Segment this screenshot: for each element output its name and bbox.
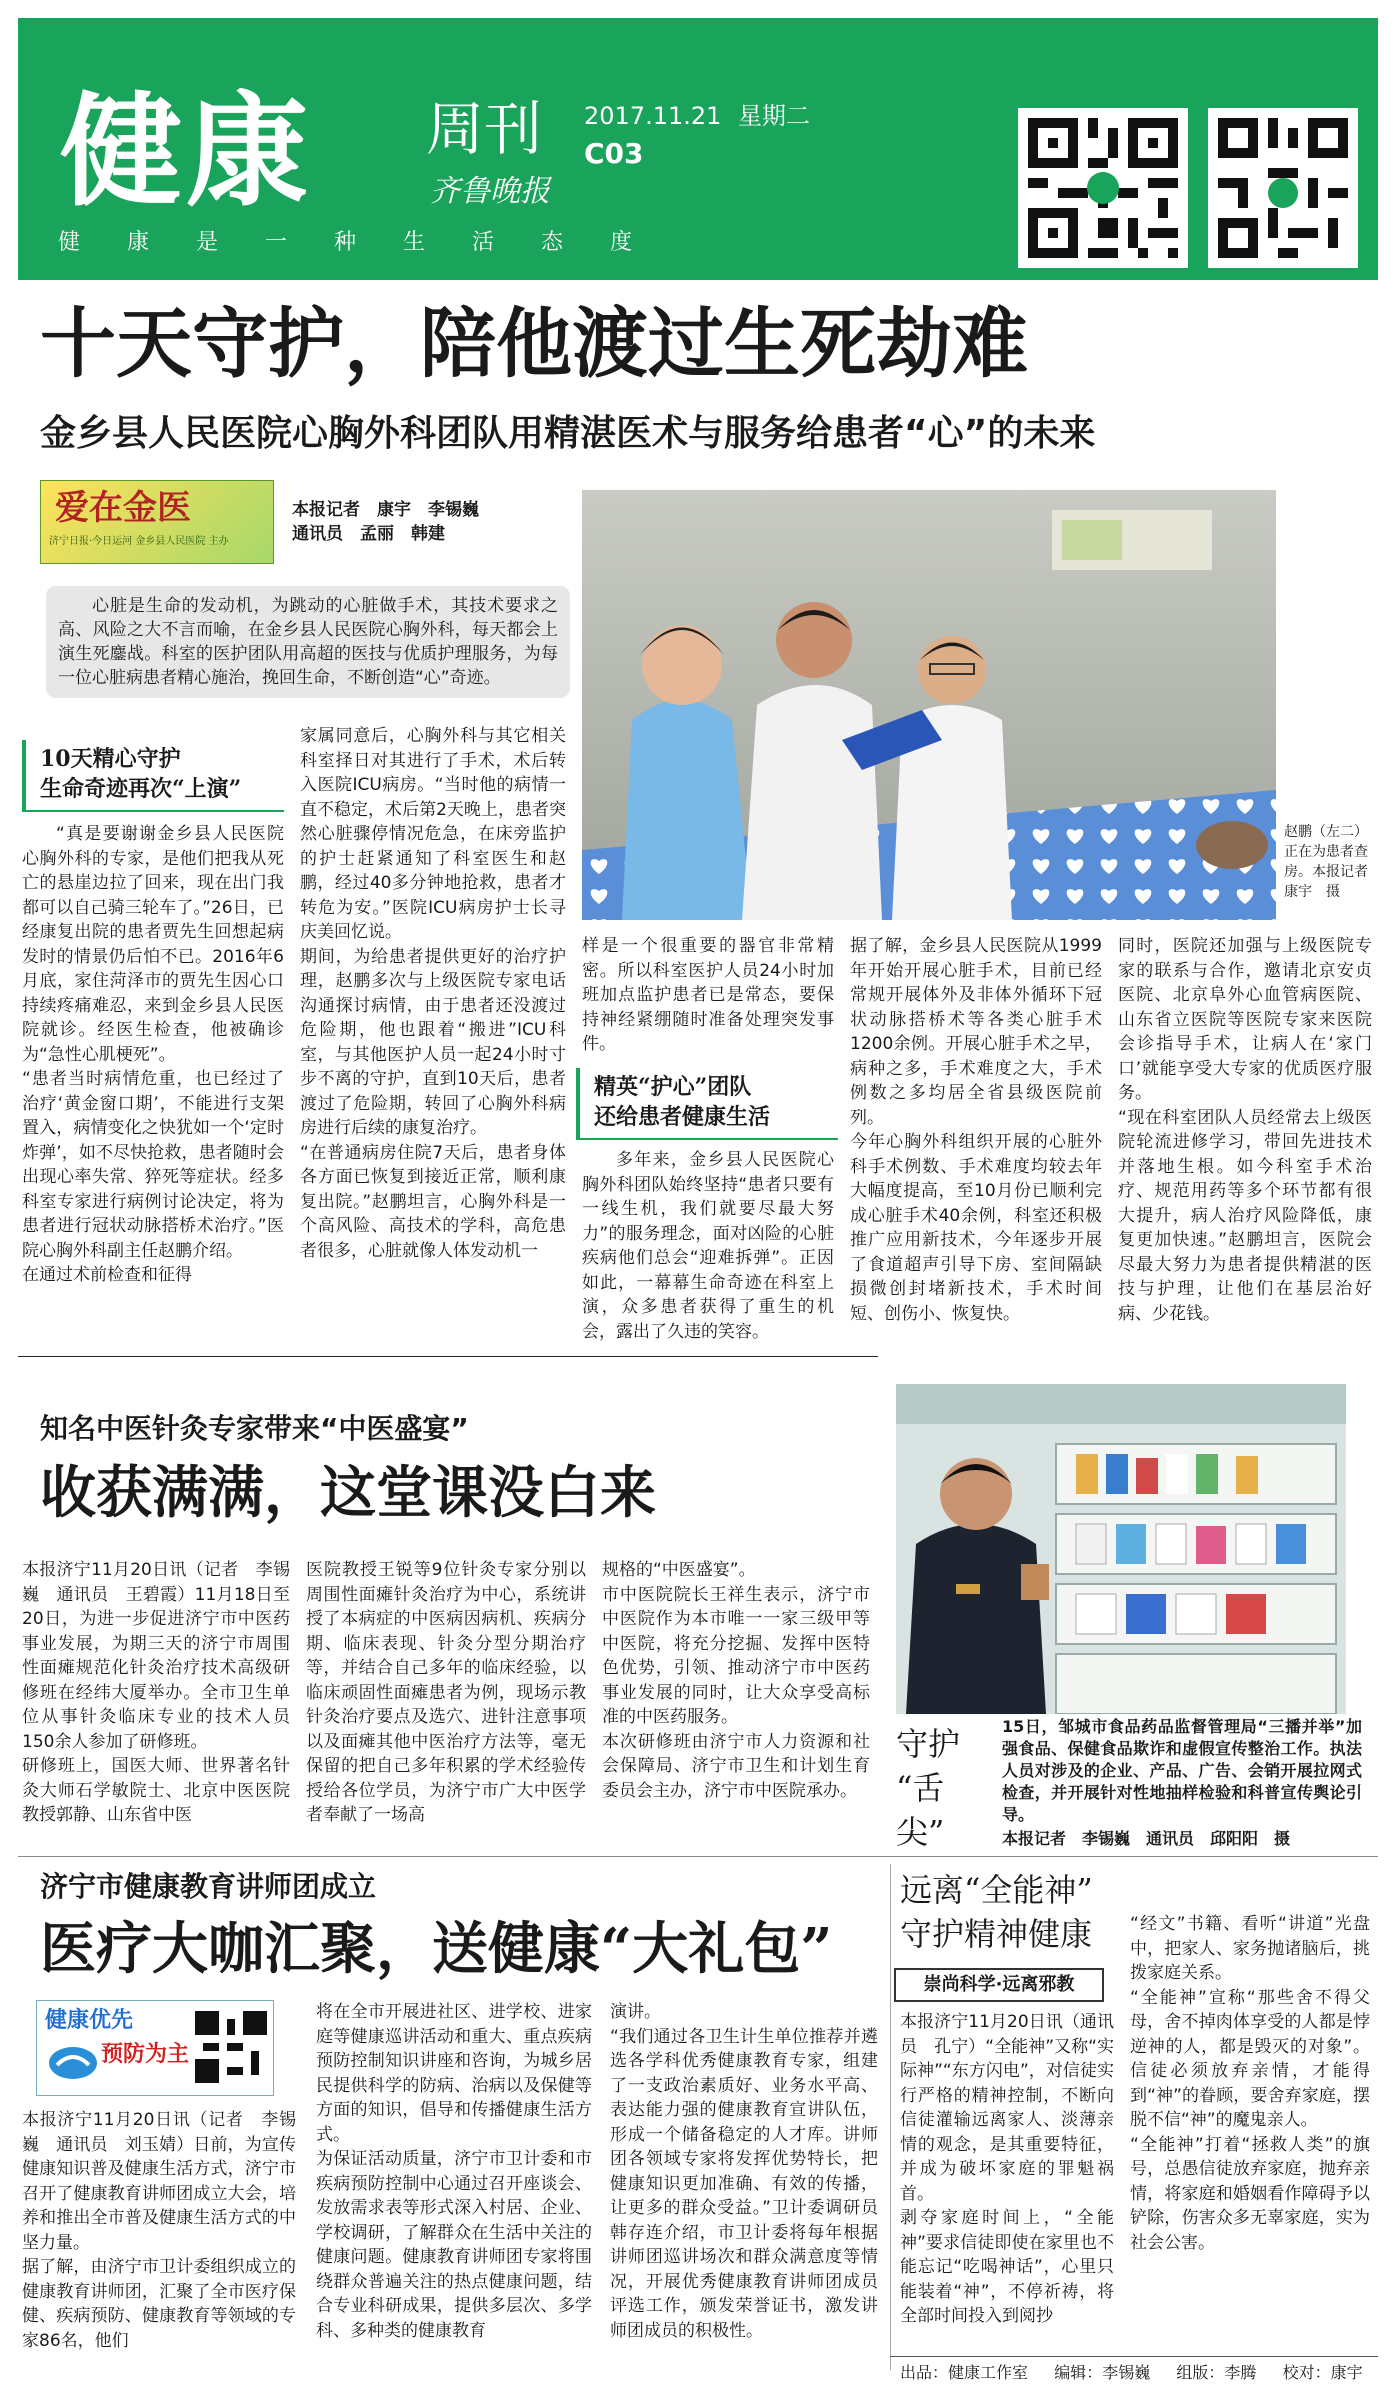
byline-correspondent: 通讯员 孟丽 韩建 [292,524,445,544]
story2-column-2-text: 医院教授王锐等9位针灸专家分别以周围性面瘫针灸治疗为中心，系统讲授了本病症的中医病因病机、疾病分期、临床表现、针灸分型分期治疗等，并结合自己多年的临床经验，以临床顽固性面瘫患者为例，现场示教针灸治疗要点及选穴、进针注意事项以及面瘫其他中医治疗方法等，毫无保留的把自己多年积累的学术经验传授给各位学员，为济宁市广大中医学者奉献了一场高 [306,1560,586,1825]
story2-column-3-text: 规格的“中医盛宴”。 市中医院院长王祥生表示，济宁市中医院作为本市唯一一家三级甲等中医院，将充分挖掘、发挥中医特色优势，引领、推动济宁市中医药事业发展的同时，让大众享受高标准的中医药服务。 本次研修班由济宁市人力资源和社会保障局、济宁市卫生和计划生育委员会主办，济宁市中医院承办。 [602,1560,870,1801]
column-logo-sub: 济宁日报·今日运河 金乡县人民医院 主办 [49,536,229,547]
masthead [18,18,1378,280]
story3-column-2 [316,2000,592,2370]
story2-column-3 [602,1558,870,1878]
byline-reporter: 本报记者 康宇 李锡巍 [292,500,479,520]
story1-column-2-text: 家属同意后，心胸外科与其它相关科室择日对其进行了手术，术后转入医院ICU病房。“当时他的病情一直不稳定，术后第2天晚上，患者突然心脏骤停情况危急，在床旁监护的护士赶紧通知了科室医生和赵鹏，经过40多分钟地抢救，患者才转危为安。”医院ICU病房护士长寻庆美回忆说。 期间，为给患者提供更好的治疗护理，赵鹏多次与上级医院专家电话沟通探讨病情，由于患者还没渡过危险期，他也跟着“搬进”ICU科室，与其他医护人员一起24小时寸步不离的守护，直到10天后，患者渡过了危险期，转回了心胸外科病房进行后续的康复治疗。 “在普通病房住院7天后，患者身体各方面已恢复到接近正常，顺利康复出院。”赵鹏坦言，心胸外科是一个高风险、高技术的学科，高危患者很多，心脏就像人体发动机一 [300,726,566,1261]
story1-column-3b [582,1148,834,1462]
masthead-slogan: 健 康 是 一 种 生 活 态 度 [58,230,652,255]
qr-code-icon [1018,108,1188,268]
masthead-weekly: 周刊 [426,95,543,163]
story3-column-2-text: 将在全市开展进社区、进学校、进家庭等健康巡讲活动和重大、重点疾病预防控制知识讲座和咨询，为城乡居民提供科学的防病、治病以及保健等方面的知识，倡导和传播健康生活方式。 为保证活动质量，济宁市卫计委和市疾病预防控制中心通过召开座谈会、发放需求表等形式深入村居、企业、学校调研，了解群众在生活中关注的健康问题。健康教育讲师团专家将围绕群众普遍关注的热点健康问题，结合专业科研成果，提供多层次、多学科、多种类的健康教育 [316,2002,592,2341]
story1-column-3-text: 样是一个很重要的器官非常精密。所以科室医护人员24小时加班加点监护患者已是常态，要保持神经紧绷随时准备处理突发事件。 [582,936,834,1054]
logo-text-2: 预防为主 [101,2042,190,2067]
story1-headline: 十天守护，陪他渡过生死劫难 [40,299,1028,388]
story3-logo [36,2000,274,2096]
story3-column-3-text: 演讲。 “我们通过各卫生计生单位推荐并遴选各学科优秀健康教育专家，组建了一支政治素质好、业务水平高、表达能力强的健康教育宣讲队伍，形成一个储备稳定的人才库。讲师团各领域专家将发挥优势特长，把健康知识更加准确、有效的传播，让更多的群众受益。”卫计委调研员韩存连介绍，市卫计委将每年根据讲师团巡讲场次和群众满意度等情况，开展优秀健康教育讲师团成员评选工作，颁发荣誉证书，激发讲师团成员的积极性。 [610,2002,878,2341]
qr-code-icon [1208,108,1358,268]
byline [292,498,479,546]
story3-kicker: 济宁市健康教育讲师团成立 [40,1870,377,1903]
story2-photo [896,1384,1346,1714]
divider [18,1856,1378,1857]
story4-column-1-text: 本报济宁11月20日讯（通讯员 孔宁）“全能神”又称“实际神”“东方闪电”，对信徒实行严格的精神控制，不断向信徒灌输远离家人、淡薄亲情的观念，是其重要特征，并成为破坏家庭的罪魁祸首。 剥夺家庭时间上，“全能神”要求信徒即使在家里也不能忘记“吃喝神话”，心里只能装着“神”，不停祈祷，将全部时间投入到阅抄 [900,2012,1114,2326]
column-logo-title: 爱在金医 [55,488,191,528]
story1-photo-caption: 赵鹏（左二）正在为患者查房。本报记者 康宇 摄 [1284,824,1382,900]
story4-headline: 远离“全能神” 守护精神健康 [900,1871,1093,1953]
story2-column-2 [306,1558,586,1878]
lead-text: 心脏是生命的发动机，为跳动的心脏做手术，其技术要求之高、风险之大不言而喻，在金乡县人民医院心胸外科，每天都会上演生死鏖战。科室的医护团队用高超的医技与优质护理服务，为每一位心脏病患者精心施治，挽回生命，不断创造“心”奇迹。 [58,596,558,688]
footer [900,2362,1363,2384]
story2-headline: 收获满满，这堂课没白来 [40,1460,656,1526]
story3-column-1 [22,2108,296,2370]
story3-column-1-text: 本报济宁11月20日讯（记者 李锡巍 通讯员 刘玉婧）日前，为宣传健康知识普及健康生活方式，济宁市召开了健康教育讲师团成立大会，培养和推出全市普及健康生活方式的中坚力量。 据了解，由济宁市卫计委组织成立的健康教育讲师团，汇聚了全市医疗保健、疾病预防、健康教育等领域的专家86名，他们 [22,2110,296,2351]
footer-producer: 出品：健康工作室 [900,2363,1029,2382]
story4-column-2-text: “经文”书籍、看听“讲道”光盘中，把家人、家务抛诸脑后，挑拨家庭关系。 “全能神”宣称“那些舍不得父母，舍不掉肉体享受的人都是悖逆神的人，都是毁灭的对象”。信徒必须放弃亲情，才能得到“神”的眷顾，要舍弃家庭，摆脱不信“神”的魔鬼亲人。 “全能神”打着“拯救人类”的旗号，总愚信徒放弃家庭，抛弃亲情，将家庭和婚姻看作障碍予以铲除，伤害众多无辜家庭，实为社会公害。 [1130,1914,1370,2253]
masthead-weekday: 星期二 [738,102,810,130]
story3-headline: 医疗大咖汇聚，送健康“大礼包” [40,1916,833,1982]
footer-rule [890,2356,1378,2357]
column-logo [40,480,274,564]
footer-editor: 编辑：李锡巍 [1054,2363,1151,2382]
story1-column-2 [300,724,566,1462]
story1-subhead-1: 10天精心守护 生命奇迹再次“上演” [22,740,284,812]
story1-photo [582,490,1276,920]
story2-photo-caption: 15日，邹城市食品药品监督管理局“三播并举”加强食品、保健食品欺诈和虚假宣传整治工作。执法人员对涉及的企业、产品、广告、会销开展拉网式检查，并开展针对性地抽样检验和科普宣传舆论引导。 [1002,1717,1362,1824]
story1-subheadline: 金乡县人民医院心胸外科团队用精湛医术与服务给患者“心”的未来 [40,413,1096,454]
story1-column-1-text: “真是要谢谢金乡县人民医院心胸外科的专家，是他们把我从死亡的悬崖边拉了回来，现在出门我都可以自己骑三轮车了。”26日，已经康复出院的患者贾先生回想起病发时的情景仍后怕不已。2016年6月底，家住菏泽市的贾先生因心口持续疼痛难忍，来到金乡县人民医院就诊。经医生检查，他被确诊为“急性心肌梗死”。 “患者当时病情危重，也已经过了治疗‘黄金窗口期’，不能进行支架置入，病情变化之快犹如一个‘定时炸弹’，如不尽快抢救，患者随时会出现心率失常、猝死等症状。经多科室专家进行病例讨论决定，将为患者进行冠状动脉搭桥术治疗。”医院心胸外科副主任赵鹏介绍。 在通过术前检查和征得 [22,824,284,1285]
masthead-date: 2017.11.21 [584,102,722,130]
story4-column-2 [1130,1912,1370,2350]
story3-column-3 [610,2000,878,2370]
story1-subhead-2: 精英“护心”团队 还给患者健康生活 [576,1068,838,1140]
story1-column-3 [582,934,834,1062]
qr-code-icon [195,2009,267,2085]
footer-proof: 校对：康宇 [1282,2363,1363,2382]
divider [18,1356,878,1357]
lead-box [46,586,570,698]
story2-kicker: 知名中医针灸专家带来“中医盛宴” [40,1412,469,1445]
story1-column-1 [22,822,284,1462]
story2-column-1-text: 本报济宁11月20日讯（记者 李锡巍 通讯员 王碧霞）11月18日至20日，为进一步促进济宁市中医药事业发展，为期三天的济宁市周围性面瘫规范化针灸治疗技术高级研修班在经纬大厦举办。全市卫生单位从事针灸临床专业的技术人员150余人参加了研修班。 研修班上，国医大师、世界著名针灸大师石学敏院士、北京中医医院教授郭静、山东省中医 [22,1560,290,1825]
masthead-page: C03 [584,137,644,170]
story2-photo-credit: 本报记者 李锡巍 通讯员 邱阳阳 摄 [1002,1829,1291,1848]
story2-side-title: 守护 “舌尖” [896,1725,961,1851]
story4-tag: 崇尚科学·远离邪教 [894,1968,1104,2002]
story1-column-4 [850,934,1102,1462]
logo-text-1: 健康优先 [45,2008,134,2033]
story1-column-3b-text: 多年来，金乡县人民医院心胸外科团队始终坚持“患者只要有一线生机，我们就要尽最大努力”的服务理念，面对凶险的心脏疾病他们总会“迎难拆弹”。正因如此，一幕幕生命奇迹在科室上演，众多患者获得了重生的机会，露出了久违的笑容。 [582,1150,834,1342]
footer-layout: 组版：李腾 [1176,2363,1257,2382]
story4-column-1 [900,2010,1114,2350]
story1-column-4-text: 据了解，金乡县人民医院从1999年开始开展心脏手术，目前已经常规开展体外及非体外循环下冠状动脉搭桥术等各类心脏手术1200余例。开展心脏手术之早，病种之多，手术难度之大，手术例数之多均居全省县级医院前列。 今年心胸外科组织开展的心脏外科手术例数、手术难度均较去年大幅度提高，至10月份已顺利完成心脏手术40余例，科室还积极推广应用新技术，今年逐步开展了食道超声引导下房、室间隔缺损微创封堵新技术，手术时间短、创伤小、恢复快。 [850,936,1102,1324]
masthead-brand: 齐鲁晚报 [430,174,550,209]
logo-emblem-icon [47,2043,99,2083]
masthead-title: 健康 [60,81,312,223]
story1-column-5-text: 同时，医院还加强与上级医院专家的联系与合作，邀请北京安贞医院、北京阜外心血管病医院、山东省立医院等医院专家来医院会诊指导手术，让病人在‘家门口’就能享受大专家的优质医疗服务。 “现在科室团队人员经常去上级医院轮流进修学习，带回先进技术并落地生根。如今科室手术治疗、规范用药等多个环节都有很大提升，病人治疗风险降低，康复更加快速。”赵鹏坦言，医院会尽最大努力为患者提供精湛的医技与护理，让他们在基层治好病、少花钱。 [1118,936,1372,1324]
story1-column-5 [1118,934,1372,1462]
story2-column-1 [22,1558,290,1878]
